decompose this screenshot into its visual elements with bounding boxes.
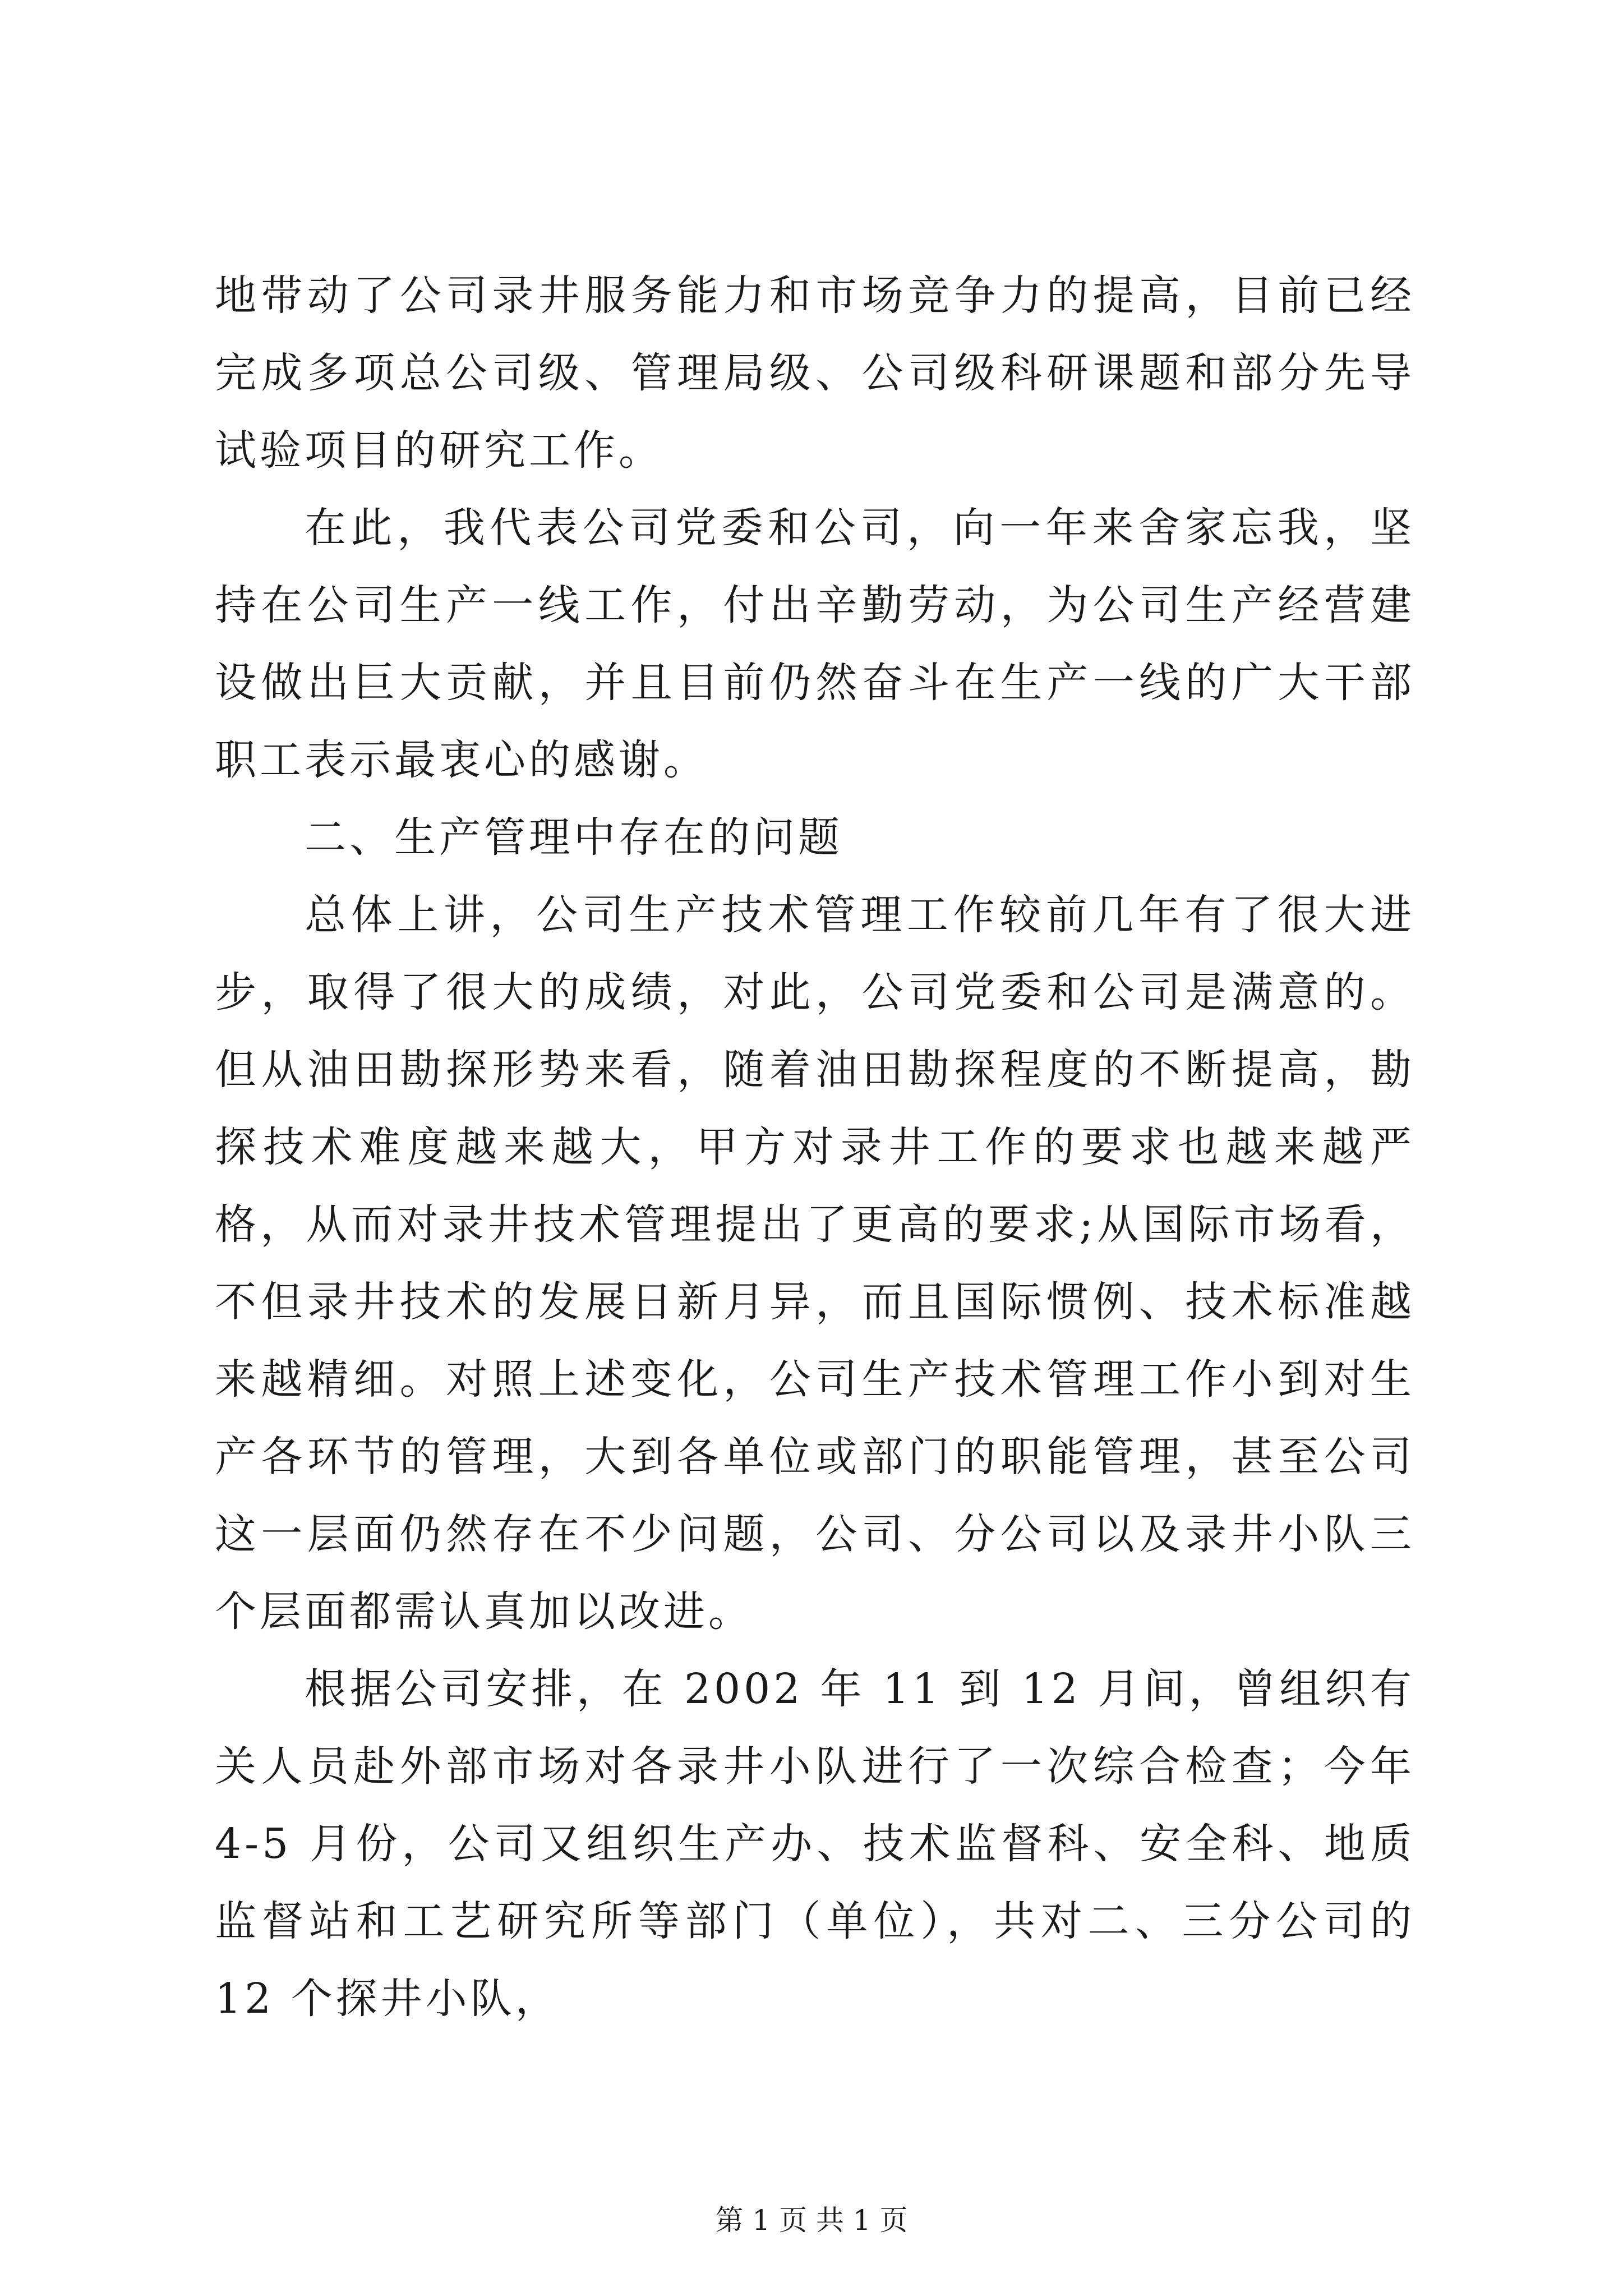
paragraph-inspection: 根据公司安排，在 2002 年 11 到 12 月间，曾组织有关人员赴外部市场对各录井小队进行了一次综合检查；今年 4-5 月份，公司又组织生产办、技术监督科、安全科、地质监督站和工艺研究所等部门（单位），共对二、三分公司的 12 个探井小队， [215, 1665, 1415, 2023]
page-footer: 第 1 页 共 1 页 [715, 2204, 908, 2237]
document-body [215, 257, 1415, 2037]
paragraph-thanks: 在此，我代表公司党委和公司，向一年来舍家忘我，坚持在公司生产一线工作，付出辛勤劳动，为公司生产经营建设做出巨大贡献，并且目前仍然奋斗在生产一线的广大干部职工表示最衷心的感谢。 [215, 504, 1415, 784]
paragraph-continuation: 地带动了公司录井服务能力和市场竞争力的提高，目前已经完成多项总公司级、管理局级、公司级科研课题和部分先导试验项目的研究工作。 [215, 272, 1415, 475]
section-heading: 二、生产管理中存在的问题 [305, 813, 843, 862]
paragraph-overview: 总体上讲，公司生产技术管理工作较前几年有了很大进步，取得了很大的成绩，对此，公司党委和公司是满意的。但从油田勘探形势来看，随着油田勘探程度的不断提高，勘探技术难度越来越大，甲方对录井工作的要求也越来越严格，从而对录井技术管理提出了更高的要求;从国际市场看，不但录井技术的发展日新月异，而且国际惯例、技术标准越来越精细。对照上述变化，公司生产技术管理工作小到对生产各环节的管理，大到各单位或部门的职能管理，甚至公司这一层面仍然存在不少问题，公司、分公司以及录井小队三个层面都需认真加以改进。 [215, 891, 1415, 1636]
